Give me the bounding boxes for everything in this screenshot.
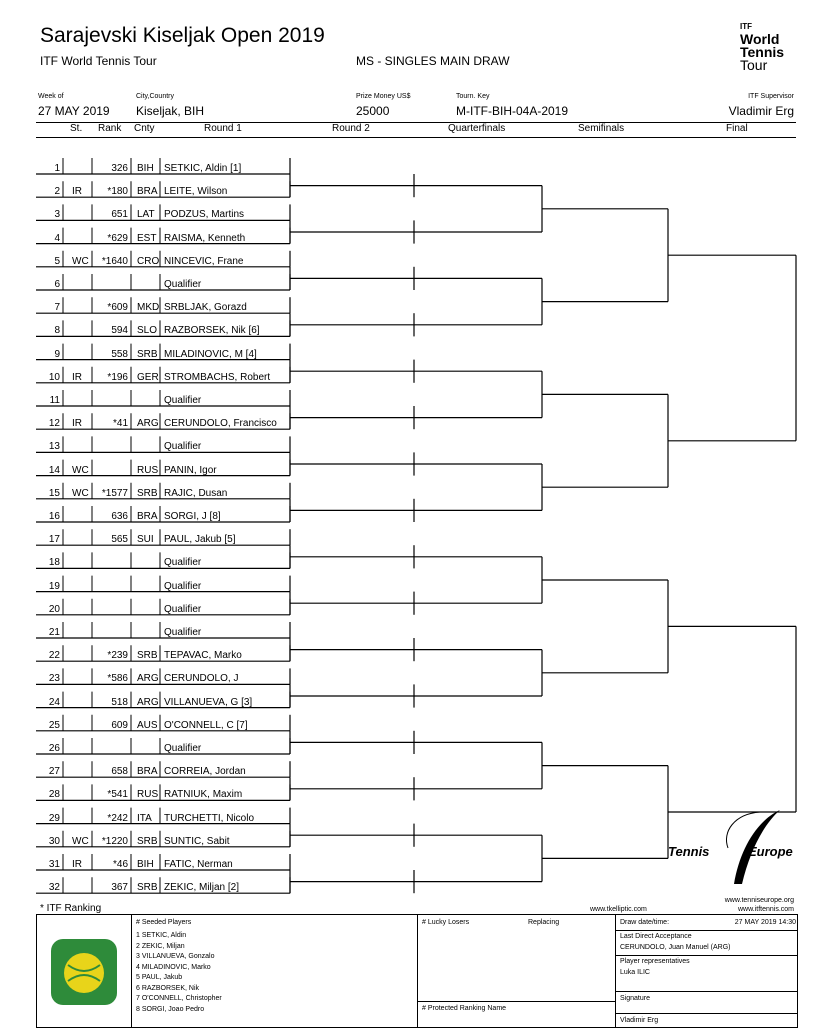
divider xyxy=(616,1013,798,1014)
seeded-item: 7 O'CONNELL, Christopher xyxy=(136,995,222,1002)
player-name: Qualifier xyxy=(164,743,202,754)
draw-position: 27 xyxy=(48,766,60,778)
draw-position: 5 xyxy=(54,255,60,267)
draw-position: 10 xyxy=(48,371,60,383)
divider xyxy=(616,991,798,992)
player-country: RUS xyxy=(137,789,159,801)
player-rank: *1220 xyxy=(101,835,128,847)
player-country: SRB xyxy=(137,348,158,360)
player-rank: *180 xyxy=(107,186,128,198)
player-rank: 326 xyxy=(111,163,128,174)
seeded-list xyxy=(136,931,222,1015)
entry-status: IR xyxy=(72,859,82,870)
seeded-item: 3 VILLANUEVA, Gonzalo xyxy=(136,953,215,960)
col-round2: Round 2 xyxy=(332,123,370,134)
player-name: FATIC, Nerman xyxy=(164,859,233,870)
entry-status: WC xyxy=(72,835,89,847)
player-rank: 367 xyxy=(111,882,128,894)
url-itftennis: www.itftennis.com xyxy=(737,906,794,913)
player-name: NINCEVIC, Frane xyxy=(164,255,244,267)
draw-position: 15 xyxy=(48,487,60,499)
player-name: RATNIUK, Maxim xyxy=(164,789,243,801)
player-rank: *541 xyxy=(107,789,128,801)
player-rank: 594 xyxy=(111,325,128,337)
player-rank: *41 xyxy=(112,418,128,430)
week-label: Week of xyxy=(38,93,64,100)
player-name: PANIN, Igor xyxy=(164,464,217,476)
player-country: SUI xyxy=(137,534,154,546)
col-semifinals: Semifinals xyxy=(578,123,625,134)
col-quarterfinals: Quarterfinals xyxy=(448,123,506,134)
player-rank: 558 xyxy=(111,348,128,360)
lucky-losers-panel xyxy=(417,915,616,1027)
player-rank: *196 xyxy=(107,371,128,383)
footer-info-box xyxy=(36,914,798,1028)
logo-itf-text: ITF xyxy=(740,22,752,31)
draw-position: 14 xyxy=(48,464,60,476)
draw-position: 7 xyxy=(54,302,60,314)
supervisor-value: Vladimir Erg xyxy=(728,104,794,118)
col-rank: Rank xyxy=(98,123,122,134)
player-country: BIH xyxy=(137,859,154,870)
player-country: SRB xyxy=(137,487,158,499)
player-country: GER xyxy=(137,371,159,383)
player-name: CERUNDOLO, J xyxy=(164,673,239,685)
player-name: TEPAVAC, Marko xyxy=(164,650,242,662)
player-country: ARG xyxy=(137,696,159,708)
city-label: City,Country xyxy=(136,93,174,100)
player-name: Qualifier xyxy=(164,441,202,453)
col-st: St. xyxy=(70,123,83,134)
player-country: EST xyxy=(137,232,157,244)
draw-position: 20 xyxy=(48,603,60,615)
player-name: LEITE, Wilson xyxy=(164,186,228,198)
player-name: STROMBACHS, Robert xyxy=(164,371,271,383)
player-rank: 636 xyxy=(111,511,128,522)
player-rank: 518 xyxy=(111,696,128,708)
player-rank: 565 xyxy=(111,534,128,546)
lucky-losers-header: # Lucky Losers xyxy=(422,919,470,926)
draw-position: 19 xyxy=(48,580,60,592)
player-rank: *609 xyxy=(107,302,128,314)
player-rep-value: Luka ILIC xyxy=(620,969,650,976)
player-country: ARG xyxy=(137,418,159,430)
signature-label: Signature xyxy=(620,995,650,1002)
player-country: BRA xyxy=(137,511,158,522)
divider xyxy=(616,930,798,931)
player-name: SETKIC, Aldin [1] xyxy=(164,163,242,174)
seeded-item: 8 SORGI, Joao Pedro xyxy=(136,1005,205,1013)
tournament-title: Sarajevski Kiseljak Open 2019 xyxy=(40,24,325,47)
player-rank: *1577 xyxy=(101,487,128,499)
entry-status: WC xyxy=(72,487,89,499)
draw-position: 22 xyxy=(48,650,60,662)
tourn-key-value: M-ITF-BIH-04A-2019 xyxy=(456,104,569,118)
draw-date-value: 27 MAY 2019 14:30 xyxy=(734,919,796,926)
city-value: Kiseljak, BIH xyxy=(136,104,205,118)
seeded-item: 4 MILADINOVIC, Marko xyxy=(136,963,211,971)
player-country: BRA xyxy=(137,766,158,778)
draw-position: 1 xyxy=(54,163,60,174)
protected-header: # Protected Ranking Name xyxy=(422,1005,507,1012)
player-name: SUNTIC, Sabit xyxy=(164,835,230,847)
draw-date-label: Draw date/time: xyxy=(620,919,670,926)
draw-position: 26 xyxy=(48,743,60,754)
player-country: MKD xyxy=(137,302,160,314)
tennis-europe-logo xyxy=(668,808,798,888)
draw-position: 6 xyxy=(54,279,60,290)
entry-status: WC xyxy=(72,464,89,476)
player-rank: *239 xyxy=(107,650,128,662)
protected-divider xyxy=(418,1001,616,1002)
player-name: PODZUS, Martins xyxy=(164,209,245,221)
seeded-item: 6 RAZBORSEK, Nik xyxy=(136,984,200,992)
player-country: SLO xyxy=(137,325,158,337)
draw-position: 13 xyxy=(48,441,60,453)
supervisor-label: ITF Supervisor xyxy=(748,93,794,100)
draw-position: 8 xyxy=(54,325,60,337)
col-cnty: Cnty xyxy=(134,123,155,134)
player-country: BIH xyxy=(137,163,154,174)
player-country: SRB xyxy=(137,650,158,662)
draw-position: 29 xyxy=(48,812,60,824)
player-name: Qualifier xyxy=(164,580,202,592)
tourn-key-label: Tourn. Key xyxy=(456,93,490,100)
player-name: VILLANUEVA, G [3] xyxy=(164,696,253,708)
player-rank: 651 xyxy=(111,209,128,221)
player-country: SRB xyxy=(137,835,158,847)
draw-position: 32 xyxy=(48,882,60,894)
player-rank: *46 xyxy=(112,859,128,870)
player-name: ZEKIC, Miljan [2] xyxy=(164,882,240,894)
replacing-header: Replacing xyxy=(528,919,560,926)
player-rank: *1640 xyxy=(101,255,128,267)
player-name: SRBLJAK, Gorazd xyxy=(164,302,247,314)
player-rank: *629 xyxy=(107,232,128,244)
entry-status: IR xyxy=(72,418,82,430)
prize-label: Prize Money US$ xyxy=(356,93,411,100)
last-da-label: Last Direct Acceptance xyxy=(620,933,692,940)
logo-line-tour: Tour xyxy=(740,57,768,73)
player-rank: *242 xyxy=(107,812,128,824)
draw-position: 31 xyxy=(48,859,60,870)
draw-position: 28 xyxy=(48,789,60,801)
player-country: CRO xyxy=(137,255,160,267)
player-name: Qualifier xyxy=(164,603,202,615)
entry-status: WC xyxy=(72,255,89,267)
player-rep-label: Player representatives xyxy=(620,958,690,965)
player-rank: 658 xyxy=(111,766,128,778)
entry-status: IR xyxy=(72,186,82,198)
player-name: RAZBORSEK, Nik [6] xyxy=(164,325,260,337)
draw-position: 30 xyxy=(48,835,60,847)
seeded-header: # Seeded Players xyxy=(136,919,192,926)
player-name: SORGI, J [8] xyxy=(164,511,221,522)
draw-position: 4 xyxy=(54,232,60,244)
draw-position: 2 xyxy=(54,186,60,198)
draw-position: 18 xyxy=(48,557,60,569)
col-round1: Round 1 xyxy=(204,123,242,134)
prize-value: 25000 xyxy=(356,104,390,118)
tennis-europe-left: Tennis xyxy=(668,844,710,859)
draw-position: 3 xyxy=(54,209,60,221)
player-name: PAUL, Jakub [5] xyxy=(164,534,236,546)
last-da-value: CERUNDOLO, Juan Manuel (ARG) xyxy=(620,944,731,951)
draw-position: 23 xyxy=(48,673,60,685)
logo-line-world: World xyxy=(740,31,780,47)
player-country: LAT xyxy=(137,209,155,221)
tournament-logo xyxy=(49,937,119,1007)
player-name: TURCHETTI, Nicolo xyxy=(164,812,255,824)
draw-position: 9 xyxy=(54,348,60,360)
draw-position: 24 xyxy=(48,696,60,708)
player-name: CORREIA, Jordan xyxy=(164,766,246,778)
player-name: Qualifier xyxy=(164,627,202,638)
player-country: SRB xyxy=(137,882,158,894)
draw-position: 21 xyxy=(48,627,60,638)
player-name: Qualifier xyxy=(164,279,202,290)
draw-position: 16 xyxy=(48,511,60,522)
player-name: CERUNDOLO, Francisco xyxy=(164,418,277,430)
draw-position: 17 xyxy=(48,534,60,546)
player-name: O'CONNELL, C [7] xyxy=(164,719,248,731)
draw-position: 12 xyxy=(48,418,60,430)
itf-ranking-note: * ITF Ranking xyxy=(40,903,102,914)
player-rank: 609 xyxy=(111,719,128,731)
draw-info-panel xyxy=(615,915,798,1027)
player-country: BRA xyxy=(137,186,158,198)
player-country: ARG xyxy=(137,673,159,685)
tour-subtitle: ITF World Tennis Tour xyxy=(40,54,157,68)
player-country: AUS xyxy=(137,719,158,731)
logo-line-tennis: Tennis xyxy=(740,44,785,60)
player-country: RUS xyxy=(137,464,159,476)
col-final: Final xyxy=(726,123,748,134)
entry-status: IR xyxy=(72,371,82,383)
seeded-item: 1 SETKIC, Aldin xyxy=(136,932,187,939)
draw-position: 25 xyxy=(48,719,60,731)
seeded-item: 5 PAUL, Jakub xyxy=(136,974,183,981)
player-name: RAISMA, Kenneth xyxy=(164,232,246,244)
draw-name: MS - SINGLES MAIN DRAW xyxy=(356,54,510,68)
seeded-item: 2 ZEKIC, Miljan xyxy=(136,942,185,950)
week-value: 27 MAY 2019 xyxy=(38,104,110,118)
url-tkelliptic: www.tkelliptic.com xyxy=(590,906,647,913)
player-country: ITA xyxy=(137,812,152,824)
draw-position: 11 xyxy=(49,395,60,406)
url-tenniseurope: www.tenniseurope.org xyxy=(724,897,794,904)
tennis-europe-right: Europe xyxy=(748,844,793,859)
player-name: MILADINOVIC, M [4] xyxy=(164,348,257,360)
player-name: Qualifier xyxy=(164,395,202,406)
player-name: Qualifier xyxy=(164,557,202,569)
player-name: RAJIC, Dusan xyxy=(164,487,228,499)
seeded-panel xyxy=(131,915,418,1027)
player-rank: *586 xyxy=(107,673,128,685)
signature-value: Vladimir Erg xyxy=(620,1017,659,1024)
divider xyxy=(616,955,798,956)
